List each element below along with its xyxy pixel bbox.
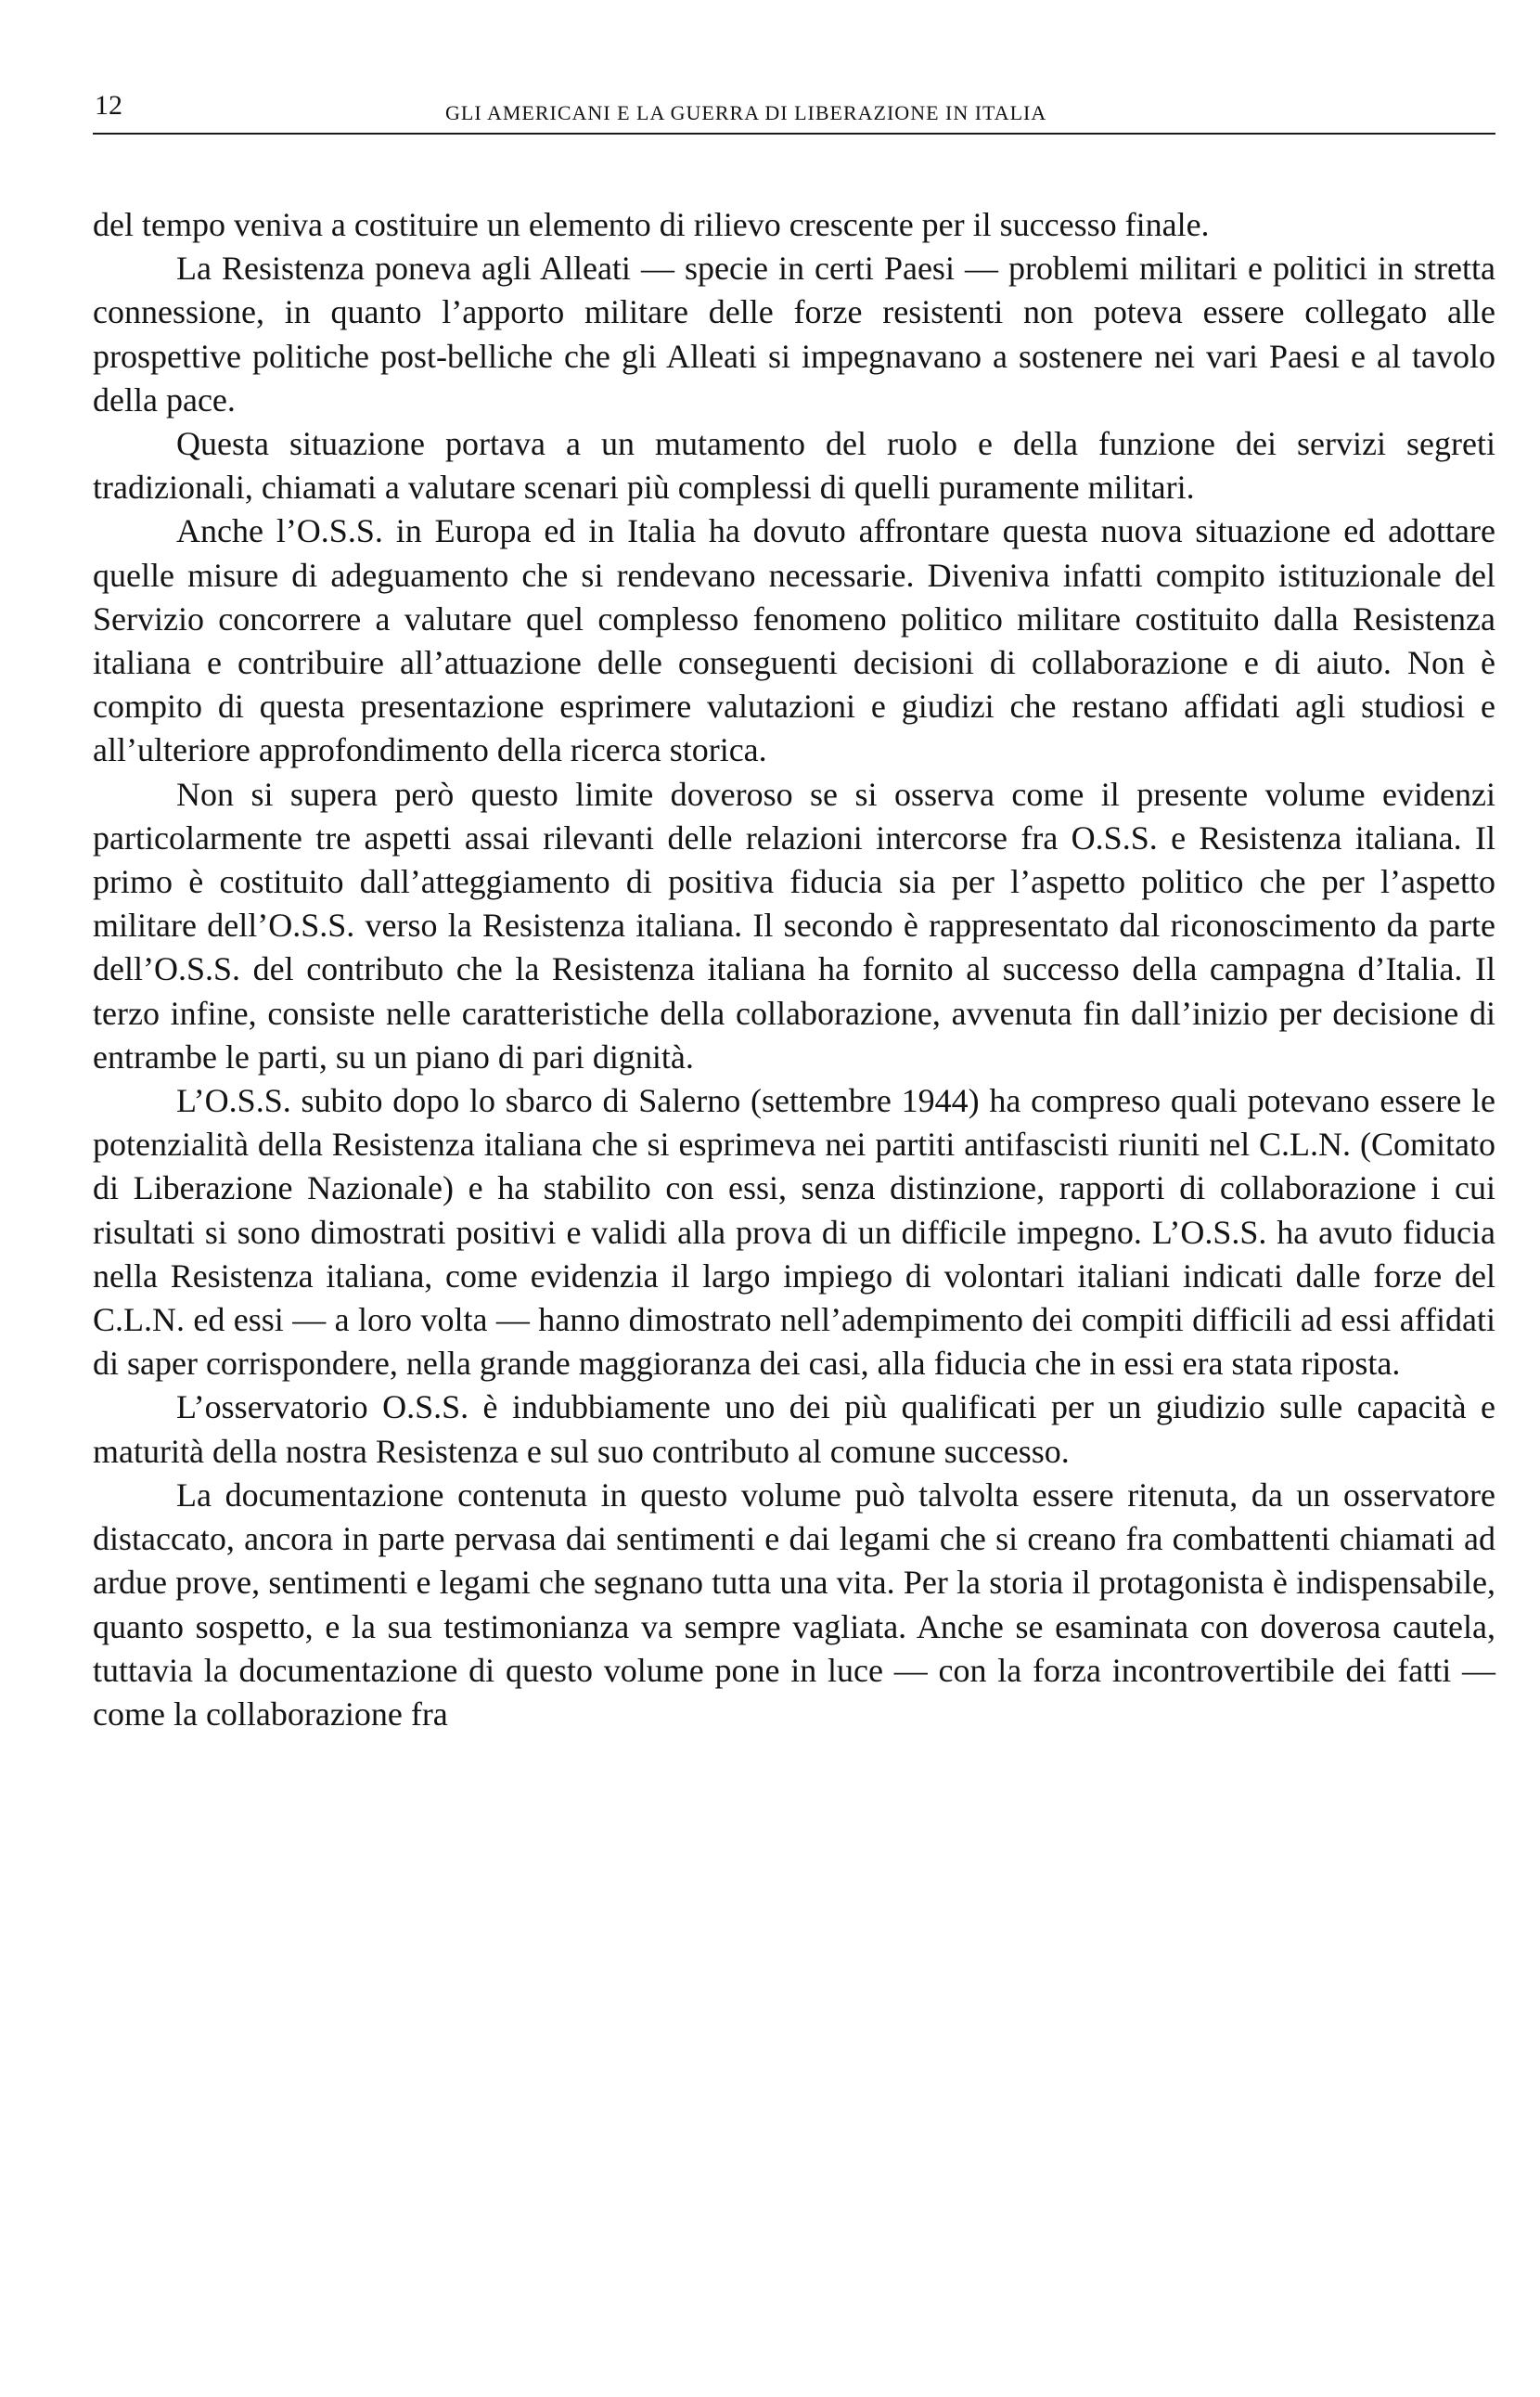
paragraph: L’osservatorio O.S.S. è indubbiamente uno dei più qualificati per un giudizio sulle capacità e maturità della nostra Resistenza e sul suo contributo al comune successo. xyxy=(93,1388,1495,1470)
page-number: 12 xyxy=(95,90,122,121)
paragraph: Anche l’O.S.S. in Europa ed in Italia ha dovuto affrontare questa nuova situazione ed adottare quelle misure di adeguamento che si rendevano necessarie. Diveniva infatti compito istituzionale del Servizio concorrere a valutare quel complesso fenomeno politico militare costituito dalla Resistenza italiana e contribuire all’attuazione delle conseguenti decisioni di collaborazione e di aiuto. Non è compito di questa presentazione esprimere valutazioni e giudizi che restano affidati agli studiosi e all’ulteriore approfondimento della ricerca storica. xyxy=(93,512,1495,769)
paragraph: Non si supera però questo limite doveroso se si osserva come il presente volume evidenzi particolarmente tre aspetti assai rilevanti delle relazioni intercorse fra O.S.S. e Resistenza italiana. Il primo è costituito dall’atteggiamento di positiva fiducia sia per l’aspetto politico che per l’aspetto militare dell’O.S.S. verso la Resistenza italiana. Il secondo è rappresentato dal riconoscimento da parte dell’O.S.S. del contributo che la Resistenza italiana ha fornito al successo della campagna d’Italia. Il terzo infine, consiste nelle caratteristiche della collaborazione, avvenuta fin dall’inizio per decisione di entrambe le parti, su un piano di pari dignità. xyxy=(93,775,1495,1076)
body-text xyxy=(93,203,1495,1736)
paragraph-continued: del tempo veniva a costituire un elemento di rilievo crescente per il successo finale. xyxy=(93,206,1210,243)
paragraph: L’O.S.S. subito dopo lo sbarco di Salerno (settembre 1944) ha compreso quali potevano essere le potenzialità della Resistenza italiana che si esprimeva nei partiti antifascisti riuniti nel C.L.N. (Comitato di Liberazione Nazionale) e ha stabilito con essi, senza distinzione, rapporti di collaborazione i cui risultati si sono dimostrati positivi e validi alla prova di un difficile impegno. L’O.S.S. ha avuto fiducia nella Resistenza italiana, come evidenzia il largo impiego di volontari italiani indicati dalle forze del C.L.N. ed essi — a loro volta — hanno dimostrato nell’adempimento dei compiti difficili ad essi affidati di saper corrispondere, nella grande maggioranza dei casi, alla fiducia che in essi era stata riposta. xyxy=(93,1082,1495,1383)
paragraph: La documentazione contenuta in questo volume può talvolta essere ritenuta, da un osservatore distaccato, ancora in parte pervasa dai sentimenti e dai legami che si creano fra combattenti chiamati ad ardue prove, sentimenti e legami che segnano tutta una vita. Per la storia il protagonista è indispensabile, quanto sospetto, e la sua testimonianza va sempre vagliata. Anche se esaminata con doverosa cautela, tuttavia la documentazione di questo volume pone in luce — con la forza incontrovertibile dei fatti — come la collaborazione fra xyxy=(93,1476,1495,1733)
running-title: GLI AMERICANI E LA GUERRA DI LIBERAZIONE IN ITALIA xyxy=(445,101,1047,124)
running-header xyxy=(93,88,1495,135)
paragraph: Questa situazione portava a un mutamento del ruolo e della funzione dei servizi segreti tradizionali, chiamati a valutare scenari più complessi di quelli puramente militari. xyxy=(93,425,1495,507)
paragraph: La Resistenza poneva agli Alleati — specie in certi Paesi — problemi militari e politici in stretta connessione, in quanto l’apporto militare delle forze resistenti non poteva essere collegato alle prospettive politiche post-belliche che gli Alleati si impegnavano a sostenere nei vari Paesi e al tavolo della pace. xyxy=(93,250,1495,419)
document-page xyxy=(93,88,1495,1736)
